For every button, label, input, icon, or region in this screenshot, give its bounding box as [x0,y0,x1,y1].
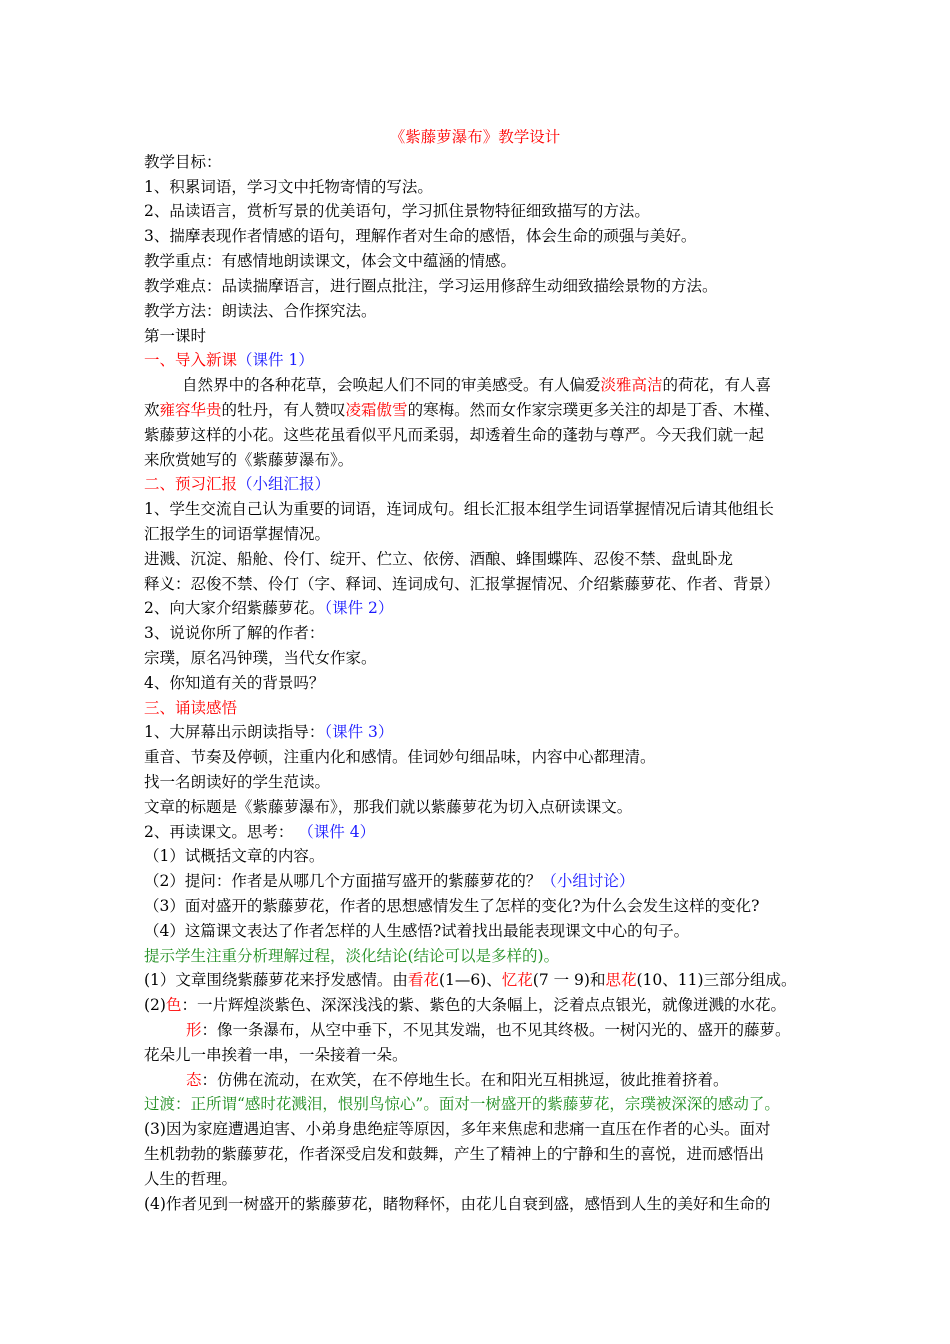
section-heading [144,698,824,718]
text-run: 1、学生交流自己认为重要的词语，连词成句。组长汇报本组学生词语掌握情况后请其他组长 [144,500,774,518]
text-run: 文章的标题是《紫藤萝瀑布》，那我们就以紫藤萝花为切入点研读课文。 [144,798,633,816]
text-run: 花朵儿一串挨着一串，一朵接着一朵。 [144,1046,408,1064]
highlighted-text: 态 [186,1071,202,1089]
text-run: (2) [144,996,166,1014]
text-run: （1）试概括文章的内容。 [144,847,325,865]
text-run: (1）文章围绕紫藤萝花来抒发感情。由 [144,971,408,989]
text-run: 第一课时 [144,327,207,345]
paragraph-line [144,1070,824,1090]
paragraph-line [144,995,824,1015]
text-run: 进溅、沉淀、船舱、伶仃、绽开、伫立、依傍、酒酿、蜂围蝶阵、忍俊不禁、盘虬卧龙 [144,550,734,568]
text-run: 生机勃勃的紫藤萝花，作者深受启发和鼓舞，产生了精神上的宁静和生的喜悦，进而感悟出 [144,1145,765,1163]
paragraph-line [144,499,824,519]
text-run: 1、积累词语，学习文中托物寄情的写法。 [144,178,433,196]
text-run: ：一片辉煌淡紫色、深深浅浅的紫、紫色的大条幅上，泛着点点银光，就像迸溅的水花。 [181,996,786,1014]
text-run: （4）这篇课文表达了作者怎样的人生感悟?试着找出最能表现课文中心的句子。 [144,922,690,940]
paragraph-line [144,301,824,321]
paragraph-line [144,549,824,569]
document-title: 《紫藤萝瀑布》教学设计 [389,128,561,146]
text-run: 1、大屏幕出示朗读指导： [144,723,325,741]
paragraph-line [144,450,824,470]
highlighted-text: （课件 1） [237,351,314,369]
highlighted-text: 形 [186,1021,202,1039]
paragraph-line [144,970,824,990]
text-run: ：仿佛在流动，在欢笑，在不停地生长。在和阳光互相挑逗，彼此推着挤着。 [201,1071,729,1089]
section-heading [144,350,824,370]
paragraph-line [144,822,824,842]
text-run: 3、说说你所了解的作者： [144,624,325,642]
text-run: 2、再读课文。思考： [144,823,299,841]
section-heading [144,474,824,494]
text-run: （3）面对盛开的紫藤萝花，作者的思想感情发生了怎样的变化?为什么会发生这样的变化? [144,897,760,915]
paragraph-line [144,375,824,395]
text-run: (10、11)三部分组成。 [636,971,797,989]
text-run: 宗璞，原名冯钟璞，当代女作家。 [144,649,377,667]
text-run: 释义：忍俊不禁、伶仃（字、释词、连词成句、汇报掌握情况、介绍紫藤萝花、作者、背景） [144,575,780,593]
highlighted-text: 看花 [407,971,439,989]
paragraph-line [144,400,824,420]
text-run: (4)作者见到一树盛开的紫藤萝花，睹物释怀，由花儿自衰到盛，感悟到人生的美好和生命的 [144,1195,771,1213]
paragraph-line [144,797,824,817]
highlighted-text: 忆花 [501,971,533,989]
paragraph-line [144,326,824,346]
highlighted-text: 雍容华贵 [159,401,222,419]
text-run: 2、品读语言，赏析写景的优美语句，学习抓住景物特征细致描写的方法。 [144,202,650,220]
paragraph-line [144,1119,824,1139]
note-line [144,946,824,966]
text-run: (3)因为家庭遭遇迫害、小弟身患绝症等原因，多年来焦虑和悲痛一直压在作者的心头。面对 [144,1120,771,1138]
paragraph-line [144,846,824,866]
highlighted-text: 思花 [605,971,637,989]
text-run: 的荷花，有人喜 [662,376,772,394]
highlighted-text: 二、预习汇报 [144,475,238,493]
highlighted-text: 一、导入新课 [144,351,238,369]
paragraph-line [144,598,824,618]
paragraph-line [144,1020,824,1040]
highlighted-text: 凌霜傲雪 [345,401,408,419]
highlighted-text: （小组讨论） [541,872,635,890]
paragraph-line [144,276,824,296]
highlighted-text: 色 [165,996,182,1014]
text-run: 来欣赏她写的《紫藤萝瀑布》。 [144,451,354,469]
text-run: ：像一条瀑布，从空中垂下，不见其发端，也不见其终极。一树闪光的、盛开的藤萝。 [201,1021,791,1039]
text-run: 2、向大家介绍紫藤萝花。 [144,599,325,617]
highlighted-text: （课件 4） [298,823,376,841]
text-run: 教学方法：朗读法、合作探究法。 [144,302,377,320]
text-run: 欢 [144,401,160,419]
paragraph-line [144,1144,824,1164]
text-run: (7 一 9)和 [532,971,606,989]
paragraph-line [144,1045,824,1065]
paragraph-line [144,896,824,916]
paragraph-line [144,226,824,246]
text-run: (1—6)、 [438,971,502,989]
highlighted-text: 提示学生注重分析理解过程，淡化结论(结论可以是多样的)。 [144,947,560,965]
highlighted-text: 三、诵读感悟 [144,699,238,717]
text-run: 汇报学生的词语掌握情况。 [144,525,331,543]
note-line [144,1094,824,1114]
paragraph-line [144,152,824,172]
text-run: 重音、节奏及停顿，注重内化和感情。佳词妙句细品味，内容中心都理清。 [144,748,656,766]
paragraph-line [144,623,824,643]
paragraph-line [144,871,824,891]
paragraph-line [144,1194,824,1214]
paragraph-line [144,524,824,544]
text-run: （2）提问：作者是从哪几个方面描写盛开的紫藤萝花的？ [144,872,542,890]
text-run: 人生的哲理。 [144,1170,238,1188]
text-run: 教学难点：品读揣摩语言，进行圈点批注，学习运用修辞生动细致描绘景物的方法。 [144,277,718,295]
highlighted-text: （课件 2） [324,599,394,617]
text-run: 找一名朗读好的学生范读。 [144,773,331,791]
paragraph-line [144,425,824,445]
text-run: 的寒梅。然而女作家宗璞更多关注的却是丁香、木槿、 [407,401,780,419]
paragraph-line [144,574,824,594]
paragraph-line [144,177,824,197]
highlighted-text: 过渡：正所谓“感时花溅泪，恨别鸟惊心”。面对一树盛开的紫藤萝花，宗璞被深深的感动了。 [144,1095,780,1113]
paragraph-line [144,1169,824,1189]
text-run: 教学重点：有感情地朗读课文，体会文中蕴涵的情感。 [144,252,517,270]
text-run: 4、你知道有关的背景吗？ [144,674,325,692]
paragraph-line [144,921,824,941]
text-run: 自然界中的各种花草，会唤起人们不同的审美感受。有人偏爱 [182,376,601,394]
text-run: 的牡丹，有人赞叹 [221,401,346,419]
text-run: 教学目标： [144,153,222,171]
paragraph-line [144,772,824,792]
highlighted-text: （课件 3） [324,723,394,741]
highlighted-text: （小组汇报） [237,475,331,493]
paragraph-line [144,251,824,271]
text-run: 3、揣摩表现作者情感的语句，理解作者对生命的感悟，体会生命的顽强与美好。 [144,227,697,245]
text-run: 紫藤萝这样的小花。这些花虽看似平凡而柔弱，却透着生命的蓬勃与尊严。今天我们就一起 [144,426,765,444]
paragraph-line [144,747,824,767]
paragraph-line [144,722,824,742]
highlighted-text: 淡雅高洁 [600,376,663,394]
paragraph-line [144,201,824,221]
paragraph-line [144,673,824,693]
paragraph-line [144,648,824,668]
